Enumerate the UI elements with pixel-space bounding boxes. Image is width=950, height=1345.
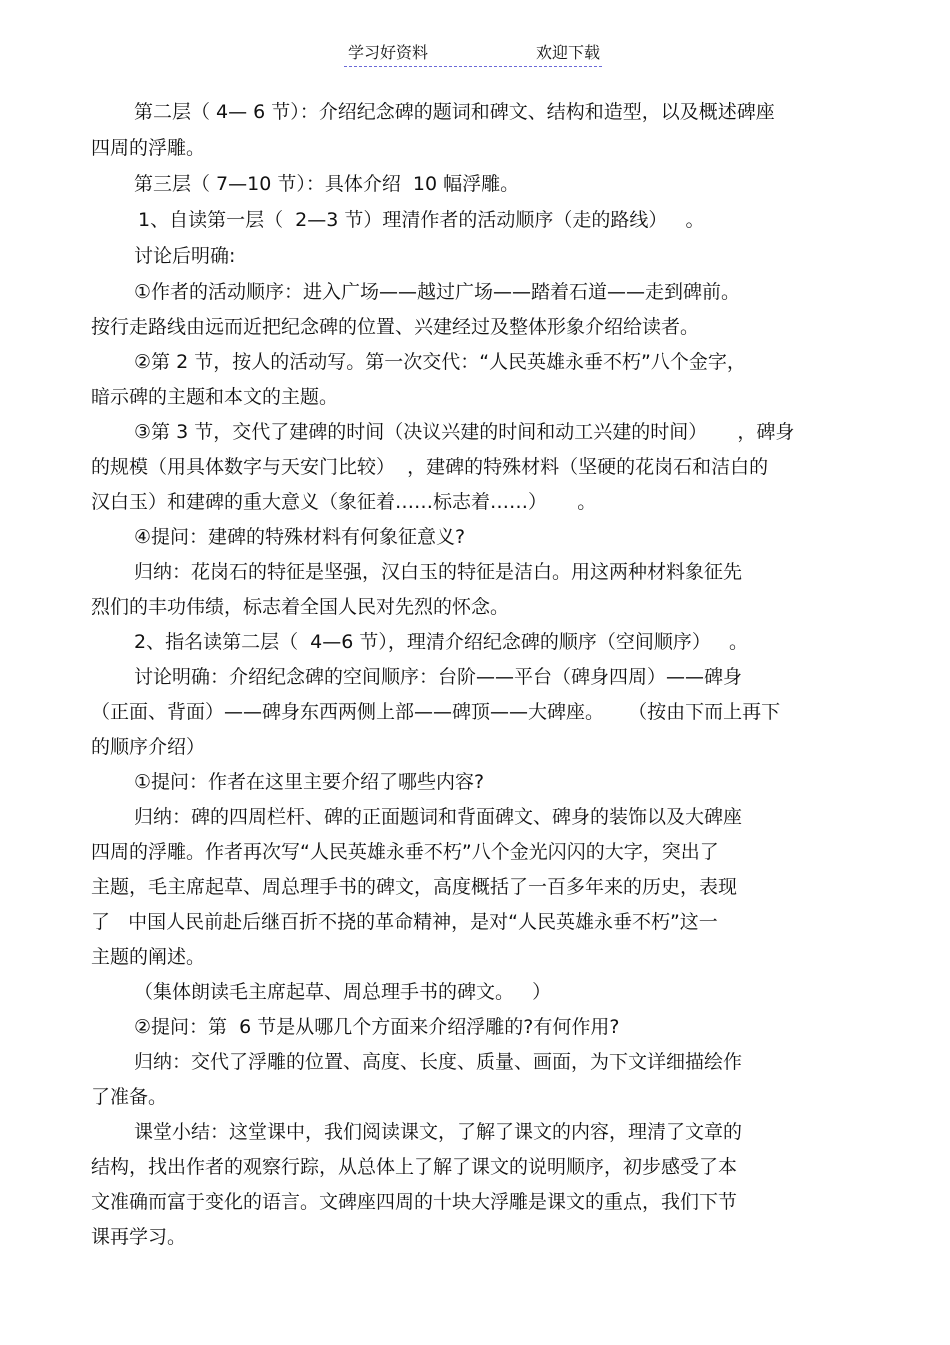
paragraph-line: 第三层（ 7—10 节）：具体介绍 10 幅浮雕。 [134,173,520,195]
paragraph-line: 结构，找出作者的观察行踪，从总体上了解了课文的说明顺序，初步感受了本 [91,1156,738,1178]
paragraph-line: 第二层（ 4— 6 节）：介绍纪念碑的题词和碑文、结构和造型，以及概述碑座 [134,101,775,123]
paragraph-line: 汉白玉）和建碑的重大意义（象征着……标志着……） 。 [91,491,597,513]
paragraph-line: 2、指名读第二层（ 4—6 节），理清介绍纪念碑的顺序（空间顺序） 。 [134,631,749,653]
paragraph-line: ②提问：第 6 节是从哪几个方面来介绍浮雕的?有何作用? [134,1016,620,1038]
paragraph-line: 讨论明确：介绍纪念碑的空间顺序：台阶——平台（碑身四周）——碑身 [134,666,743,688]
header-right-text: 欢迎下载 [535,43,600,62]
paragraph-line: ④提问：建碑的特殊材料有何象征意义? [134,526,466,548]
paragraph-line: 课堂小结：这堂课中，我们阅读课文，了解了课文的内容，理清了文章的 [134,1121,743,1143]
paragraph-line: 归纳：交代了浮雕的位置、高度、长度、质量、画面，为下文详细描绘作 [134,1051,743,1073]
paragraph-line: 了准备。 [91,1086,168,1108]
paragraph-line: 烈们的丰功伟绩，标志着全国人民对先烈的怀念。 [91,596,510,618]
paragraph-line: 1、自读第一层（ 2—3 节）理清作者的活动顺序（走的路线） 。 [138,209,705,231]
paragraph-line: （集体朗读毛主席起草、周总理手书的碑文。 ） [134,981,552,1003]
paragraph-line: ②第 2 节，按人的活动写。第一次交代：“人民英雄永垂不朽”八个金字， [134,351,746,373]
paragraph-line: 主题，毛主席起草、周总理手书的碑文，高度概括了一百多年来的历史，表现 [91,876,738,898]
paragraph-line: ③第 3 节，交代了建碑的时间（决议兴建的时间和动工兴建的时间） ，碑身 [134,421,795,443]
paragraph-line: 暗示碑的主题和本文的主题。 [91,386,339,408]
paragraph-line: （正面、背面）——碑身东西两侧上部——碑顶——大碑座。 （按由下而上再下 [91,701,781,723]
paragraph-line: 按行走路线由远而近把纪念碑的位置、兴建经过及整体形象介绍给读者。 [91,316,700,338]
paragraph-line: 的规模（用具体数字与天安门比较） ，建碑的特殊材料（坚硬的花岗石和洁白的 [91,456,769,478]
paragraph-line: 四周的浮雕。作者再次写“人民英雄永垂不朽”八个金光闪闪的大字，突出了 [91,841,719,863]
page-header [344,40,602,67]
paragraph-line: 课再学习。 [91,1226,187,1248]
paragraph-line: ①提问：作者在这里主要介绍了哪些内容? [134,771,485,793]
paragraph-line: 四周的浮雕。 [91,137,206,159]
header-left-text: 学习好资料 [348,43,429,62]
paragraph-line: 了 中国人民前赴后继百折不挠的革命精神，是对“人民英雄永垂不朽”这一 [91,911,718,933]
paragraph-line: 归纳：碑的四周栏杆、碑的正面题词和背面碑文、碑身的装饰以及大碑座 [134,806,743,828]
paragraph-line: 讨论后明确: [134,245,236,267]
paragraph-line: 主题的阐述。 [91,946,206,968]
paragraph-line: 的顺序介绍） [91,736,206,758]
paragraph-line: 归纳：花岗石的特征是坚强，汉白玉的特征是洁白。用这两种材料象征先 [134,561,743,583]
paragraph-line: ①作者的活动顺序：进入广场——越过广场——踏着石道——走到碑前。 [134,281,741,303]
paragraph-line: 文准确而富于变化的语言。文碑座四周的十块大浮雕是课文的重点，我们下节 [91,1191,738,1213]
